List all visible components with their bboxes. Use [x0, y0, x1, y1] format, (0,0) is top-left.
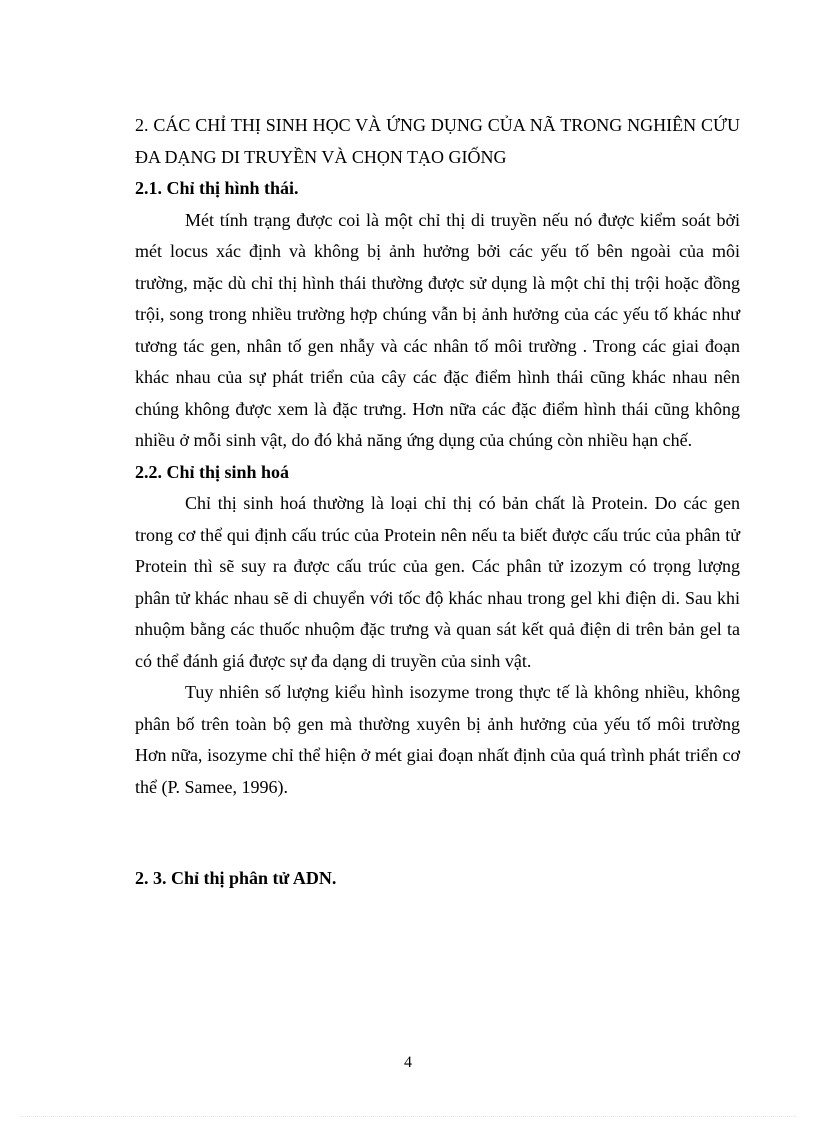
- page-content: [135, 110, 740, 895]
- page-number: 4: [404, 1054, 412, 1071]
- paragraph: Chỉ thị sinh hoá thường là loại chỉ thị có bản chất là Protein. Do các gen trong cơ thể qui định cấu trúc của Protein nên nếu ta biết được cấu trúc của phân tử Protein thì sẽ suy ra được cấu trúc của gen. Các phân tử izozym có trọng lượng phân tử khác nhau sẽ di chuyển với tốc độ khác nhau trong gel khi điện di. Sau khi nhuộm bằng các thuốc nhuộm đặc trưng và quan sát kết quả điện di trên bản gel ta có thể đánh giá được sự đa dạng di truyền của sinh vật.: [135, 493, 740, 671]
- vertical-spacer: [135, 803, 740, 863]
- section-dna-markers: [135, 863, 740, 895]
- section-title: 2. 3. Chỉ thị phân tử ADN.: [135, 868, 337, 888]
- section-title: 2.2. Chỉ thị sinh hoá: [135, 461, 290, 482]
- section-morphological-markers: [135, 173, 740, 457]
- section-biochemical-markers: [135, 457, 740, 804]
- main-heading: 2. CÁC CHỈ THỊ SINH HỌC VÀ ỨNG DỤNG CỦA NÃ TRONG NGHIÊN CỨU ĐA DẠNG DI TRUYỀN VÀ CHỌN TẠO GIỐNG: [135, 115, 740, 167]
- paragraph: Tuy nhiên số lượng kiểu hình isozyme trong thực tế là không nhiều, không phân bố trên toàn bộ gen mà thường xuyên bị ảnh hưởng của yếu tố môi trường Hơn nữa, isozyme chỉ thể hiện ở mét giai đoạn nhất định của quá trình phát triển cơ thể (P. Samee, 1996).: [135, 682, 740, 797]
- footer-divider: [20, 1116, 796, 1117]
- section-title: 2.1. Chỉ thị hình thái.: [135, 178, 299, 198]
- paragraph: Mét tính trạng được coi là một chỉ thị di truyền nếu nó được kiểm soát bởi mét locus xác định và không bị ảnh hưởng bởi các yếu tố bên ngoài của môi trường, mặc dù chỉ thị hình thái thường được sử dụng là một chỉ thị trội hoặc đồng trội, song trong nhiều trường hợp chúng vẫn bị ảnh hưởng của các yếu tố khác như tương tác gen, nhân tố gen nhẫy và các nhân tố môi trường . Trong các giai đoạn khác nhau của sự phát triển của cây các đặc điểm hình thái cũng khác nhau nên chúng không được xem là đặc trưng. Hơn nữa các đặc điểm hình thái cũng không nhiều ở mỗi sinh vật, do đó khả năng ứng dụng của chúng còn nhiều hạn chế.: [135, 209, 740, 450]
